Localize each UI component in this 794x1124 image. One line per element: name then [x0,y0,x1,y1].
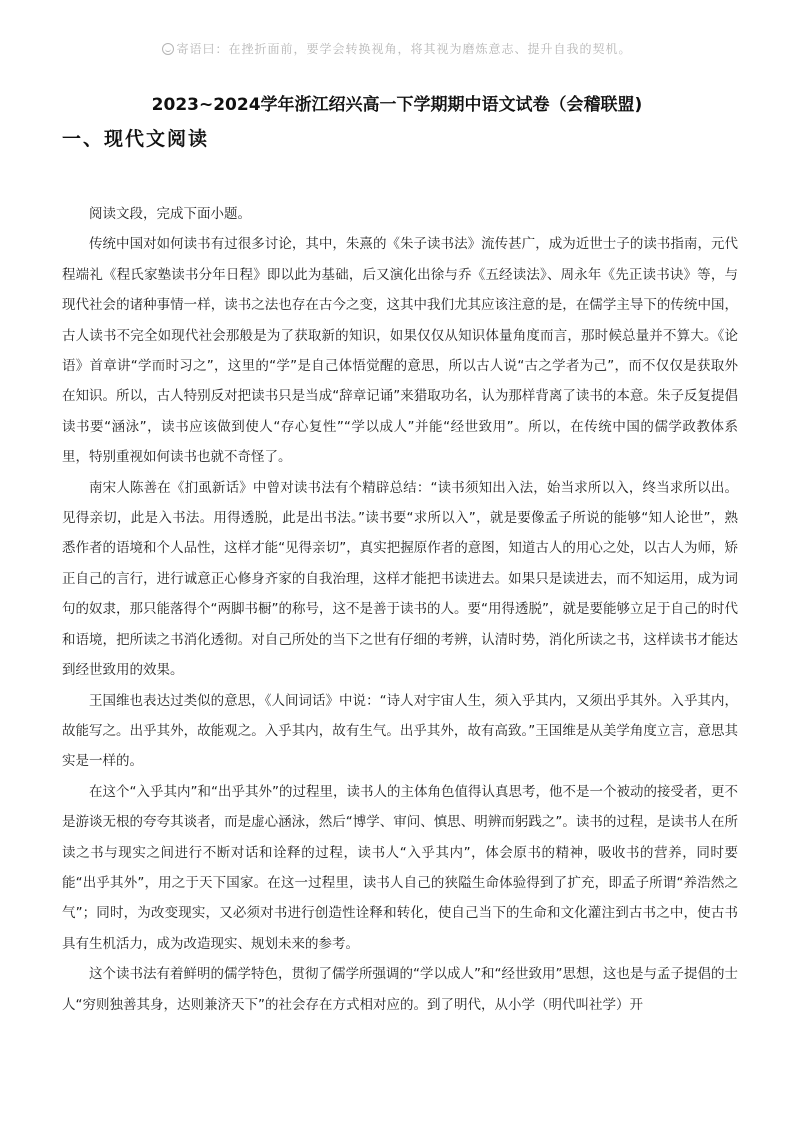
passage-paragraph: 传统中国对如何读书有过很多讨论，其中，朱熹的《朱子读书法》流传甚广，成为近世士子的读书指南，元代程端礼《程氏家塾读书分年日程》即以此为基础，后又演化出徐与乔《五经读法》、周永年《先正读书诀》等，与现代社会的诸种事情一样，读书之法也存在古今之变，这其中我们尤其应该注意的是，在儒学主导下的传统中国，古人读书不完全如现代社会那般是为了获取新的知识，如果仅仅从知识体量角度而言，那时候总量并不算大。《论语》首章讲“学而时习之”，这里的“学”是自己体悟觉醒的意思，所以古人说“古之学者为己”，而不仅仅是获取外在知识。所以，古人特别反对把读书只是当成“辞章记诵”来猎取功名，认为那样背离了读书的本意。朱子反复提倡读书要“涵泳”，读书应该做到使人“存心复性”“学以成人”并能“经世致用”。所以，在传统中国的儒学政教体系里，特别重视如何读书也就不奇怪了。 [62,236,738,466]
exam-title: 2023~2024学年浙江绍兴高一下学期期中语文试卷（会稽联盟) [151,95,643,115]
section-heading: 一、现代文阅读 [62,128,210,150]
passage-paragraph: 王国维也表达过类似的意思，《人间词话》中说：“诗人对宇宙人生，须入乎其内，又须出乎其外。入乎其内，故能写之。出乎其外，故能观之。入乎其内，故有生气。出乎其外，故有高致。”王国维是从美学角度立言，意思其实是一样的。 [62,692,738,770]
motto-header [0,40,794,57]
passage-paragraph: 南宋人陈善在《扪虱新话》中曾对读书法有个精辟总结：“读书须知出入法，始当求所以入，终当求所以出。见得亲切，此是入书法。用得透脱，此是出书法。”读书要“求所以入”，就是要像孟子所说的能够“知人论世”，熟悉作者的语境和个人品性，这样才能“见得亲切”，真实把握原作者的意图，知道古人的用心之处，以古人为师，矫正自己的言行，进行诚意正心修身齐家的自我治理，这样才能把书读进去。如果只是读进去，而不知运用，成为词句的奴隶，那只能落得个“两脚书橱”的称号，这不是善于读书的人。要“用得透脱”，就是要能够立足于自己的时代和语境，把所读之书消化透彻。对自己所处的当下之世有仔细的考辨，认清时势，消化所读之书，这样读书才能达到经世致用的效果。 [62,479,738,679]
reading-passage [62,199,738,1020]
smile-icon [162,43,174,55]
instruction-paragraph: 阅读文段，完成下面小题。 [89,206,251,222]
passage-paragraph: 这个读书法有着鲜明的儒学特色，贯彻了儒学所强调的“学以成人”和“经世致用”思想，这也是与孟子提倡的士人“穷则独善其身，达则兼济天下”的社会存在方式相对应的。到了明代，从小学（明代叫社学）开 [62,966,738,1013]
motto-text: 寄语曰：在挫折面前，要学会转换视角，将其视为磨炼意志、提升自我的契机。 [176,42,632,56]
passage-paragraph: 在这个“入乎其内”和“出乎其外”的过程里，读书人的主体角色值得认真思考，他不是一个被动的接受者，更不是游谈无根的夸夸其谈者，而是虚心涵泳，然后“博学、审问、慎思、明辨而躬践之”。读书的过程，是读书人在所读之书与现实之间进行不断对话和诠释的过程，读书人“入乎其内”，体会原书的精神，吸收书的营养，同时要能“出乎其外”，用之于天下国家。在这一过程里，读书人自己的狭隘生命体验得到了扩充，即孟子所谓“养浩然之气”；同时，为改变现实，又必须对书进行创造性诠释和转化，使自己当下的生命和文化灌注到古书之中，使古书具有生机活力，成为改造现实、规划未来的参考。 [62,783,738,952]
